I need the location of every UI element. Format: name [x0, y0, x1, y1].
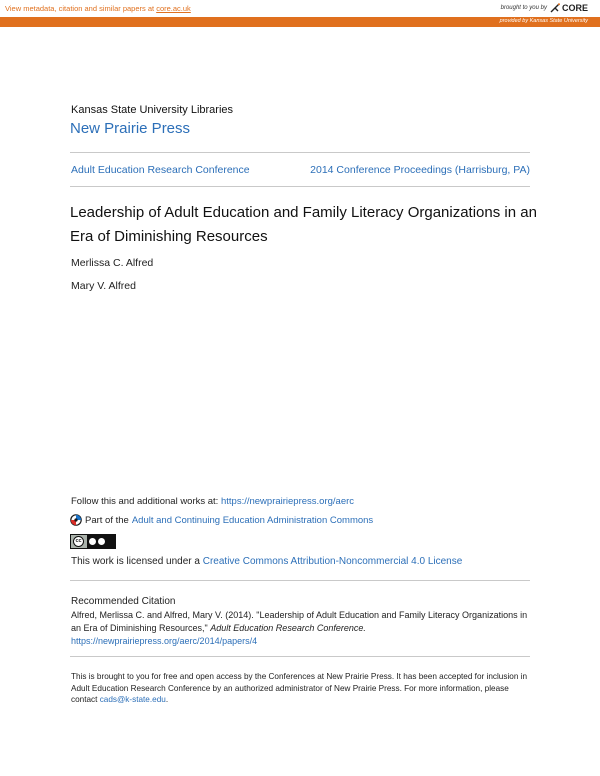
cc-license-badge[interactable] — [70, 534, 116, 549]
follow-line: Follow this and additional works at: https://newprairiepress.org/aerc — [71, 496, 355, 507]
author-1: Merlissa C. Alfred — [71, 257, 154, 269]
citation-url-link[interactable]: https://newprairiepress.org/aerc/2014/papers/4 — [71, 636, 258, 646]
noncommercial-icon — [98, 538, 105, 545]
citation-heading: Recommended Citation — [71, 596, 176, 607]
core-ac-uk-link[interactable]: core.ac.uk — [156, 4, 191, 13]
divider-citation — [70, 580, 530, 581]
license-link[interactable]: Creative Commons Attribution-Noncommercial 4.0 License — [202, 556, 463, 567]
brought-by-text: brought to you by — [500, 5, 547, 11]
commons-link[interactable]: Adult and Continuing Education Administration Commons — [131, 514, 374, 526]
library-name: Kansas State University Libraries — [71, 104, 234, 116]
divider-oa — [70, 656, 530, 657]
core-brought-by — [501, 3, 588, 13]
core-banner — [0, 0, 600, 17]
proceedings-link[interactable]: 2014 Conference Proceedings (Harrisburg, PA) — [310, 164, 530, 176]
license-line: This work is licensed under a Creative Commons Attribution-Noncommercial 4.0 License — [71, 556, 463, 567]
citation-journal: Adult Education Research Conference. — [210, 623, 366, 633]
core-provided-bar — [0, 17, 600, 27]
divider-top — [70, 152, 530, 153]
part-of-line: Part of the Adult and Continuing Education Administration Commons — [70, 514, 373, 526]
core-metadata-text: View metadata, citation and similar papers at core.ac.uk — [5, 4, 191, 13]
core-logo[interactable] — [550, 3, 588, 13]
aerc-link[interactable]: https://newprairiepress.org/aerc — [220, 496, 355, 507]
author-2: Mary V. Alfred — [71, 280, 136, 292]
contact-email-link[interactable]: cads@k-state.edu — [99, 695, 166, 704]
paper-title: Leadership of Adult Education and Family Literacy Organizations in an Era of Diminishing Resources — [70, 204, 537, 245]
attribution-icon — [89, 538, 96, 545]
cc-icon: cc — [73, 536, 84, 547]
core-logo-icon — [550, 3, 560, 13]
network-icon — [70, 514, 82, 526]
core-provided-by[interactable]: provided by Kansas State University — [499, 18, 588, 24]
press-link[interactable]: New Prairie Press — [70, 120, 191, 137]
citation-text: Alfred, Merlissa C. and Alfred, Mary V. (2014). "Leadership of Adult Education and Family Literacy Organizations in an Era of Diminishing Resources," Adult Education Research Conference. https://newprairiepress.org/aerc/2014/papers/4 — [71, 610, 528, 646]
core-logo-text: CORE — [561, 3, 588, 13]
divider-series — [70, 186, 530, 187]
series-link[interactable]: Adult Education Research Conference — [71, 164, 250, 176]
open-access-note: This is brought to you for free and open access by the Conferences at New Prairie Press. It has been accepted for inclusion in Adult Education Research Conference by an authorized administrator of New Prairie Press. For more information, please contact cads@k-state.edu. — [71, 672, 528, 704]
